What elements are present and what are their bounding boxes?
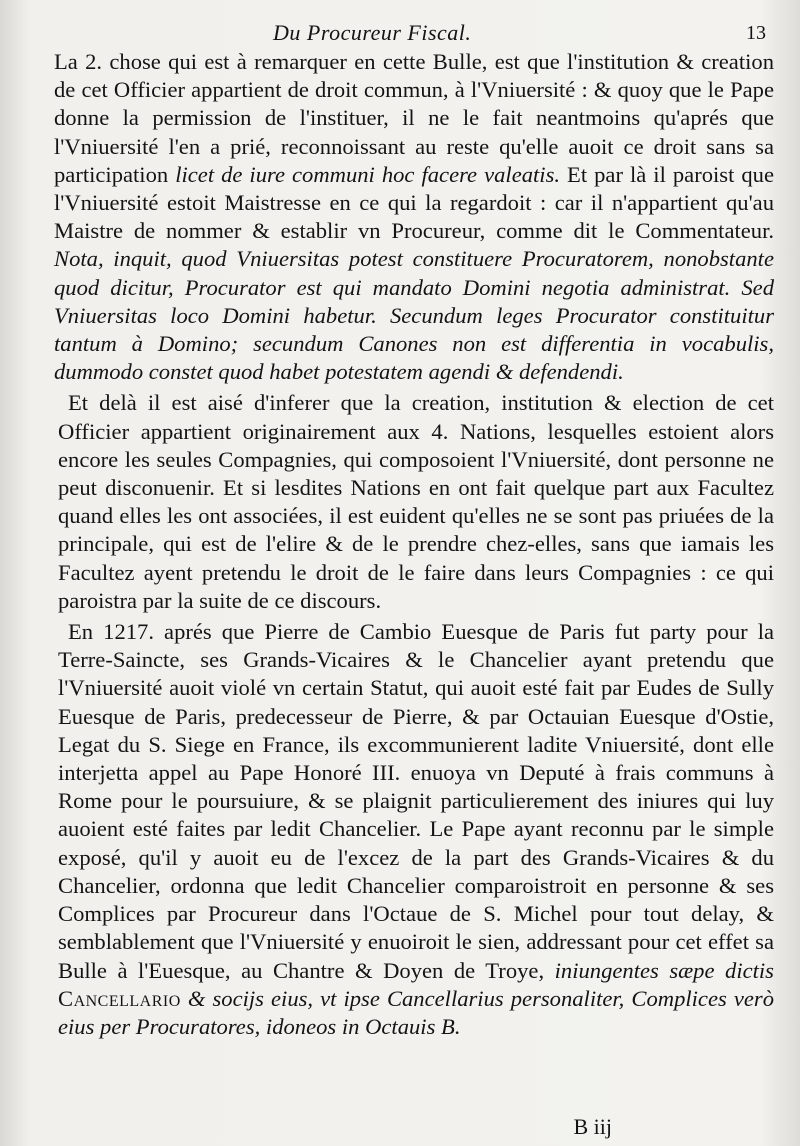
paragraph-text: Et delà il est aisé d'inferer que la creation, institution & election de cet Officier appartient originairement aux 4. Nations, lesquelles estoient alors encore les seules Compagnies, qui composoient l'Vniuersité, dont personne ne peut disconuenir. Et si lesdites Nations en ont fait quelque part aux Facultez quand elles les ont associées, il est euident qu'elles ne se sont pas priuées de la principale, qui est de l'elire & de le prendre chez-elles, sans que iamais les Facultez ayent pretendu le droit de le faire dans leurs Compagnies : ce qui paroistra par la suite de ce discours. bbox=[58, 390, 774, 613]
body-text bbox=[54, 48, 774, 1041]
small-caps-name: Cancellario bbox=[58, 985, 181, 1011]
paragraph-text: En 1217. aprés que Pierre de Cambio Euesque de Paris fut party pour la Terre-Saincte, ses Grands-Vicaires & le Chancelier ayant pretendu que l'Vniuersité auoit violé vn certain Statut, qui auoit esté fait par Eudes de Sully Euesque de Paris, predecesseur de Pierre, & par Octauian Euesque d'Ostie, Legat du S. Siege en France, ils excommunierent ladite Vniuersité, dont elle interjetta appel au Pape Honoré III. enuoya vn Deputé à frais communs à Rome pour le poursuiure, & se plaignit particulierement des iniures qui luy auoient esté faites par ledit Chancelier. Le Pape ayant reconnu par le simple exposé, qu'il y auoit eu de l'excez de la part des Grands-Vicaires & du Chancelier, ordonna que ledit Chancelier comparoistroit en personne & ses Complices par Procureur dans l'Octaue de S. Michel pour tout delay, & semblablement que l'Vniuersité y enuoiroit le sien, addressant pour cet effet sa Bulle à l'Euesque, au Chantre & Doyen de Troye, bbox=[58, 619, 774, 983]
paragraph bbox=[58, 618, 774, 1041]
paragraph bbox=[58, 389, 774, 615]
paragraph bbox=[54, 48, 774, 386]
latin-quotation: licet de iure communi hoc facere valeatis. bbox=[175, 161, 561, 187]
latin-quotation: & socijs eius, vt ipse Cancellarius personaliter, Complices verò eius per Procuratores, idoneos in Octauis B. bbox=[58, 985, 774, 1039]
latin-quotation: Nota, inquit, quod Vniuersitas potest constituere Procuratorem, nonobstante quod dicitur, Procurator est qui mandato Domini negotia administrat. Sed Vniuersitas loco Domini habetur. Secundum leges Procurator constituitur tantum à Domino; secundum Canones non est differentia in vocabulis, dummodo constet quod habet potestatem agendi & defendendi. bbox=[54, 246, 774, 385]
paragraph-text: Et par là il paroist que l'Vniuersité estoit Maistresse en ce qui la regardoit : car il n'appartient qu'au Maistre de nommer & establir vn Procureur, comme dit le Commentateur. bbox=[54, 161, 774, 244]
latin-quotation: iniungentes sæpe dictis bbox=[554, 957, 774, 983]
running-head bbox=[58, 14, 774, 48]
paragraph-text: La 2. chose qui est à remarquer en cette Bulle, est que l'institution & creation de cet Officier appartient de droit commun, à l'Vniuersité : & quoy que le Pape donne la permission de l'instituer, il ne le fait neantmoins qu'aprés que l'Vniuersité l'en a prié, reconnoissant au reste qu'elle auoit ce droit sans sa participation bbox=[54, 49, 774, 187]
running-title: Du Procureur Fiscal. bbox=[273, 20, 472, 45]
page-number: 13 bbox=[746, 22, 766, 44]
signature-mark: B iij bbox=[573, 1114, 612, 1139]
